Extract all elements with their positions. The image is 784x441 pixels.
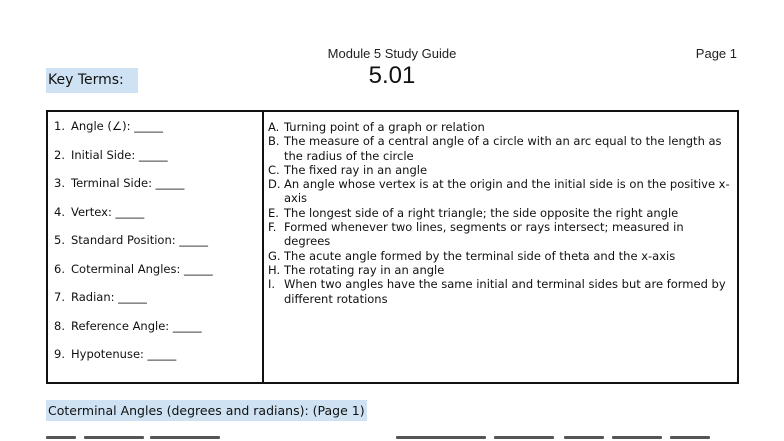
terms-table xyxy=(46,110,739,384)
definition-item: A. Turning point of a graph or relation xyxy=(268,120,485,134)
definition-item: H. The rotating ray in an angle xyxy=(268,262,445,277)
term-item: 1. Angle (∠): _____ xyxy=(54,119,163,133)
term-item: 7. Radian: _____ xyxy=(54,290,147,304)
definition-item: B. The measure of a central angle of a circle with an arc equal to the length as the radius of the circle xyxy=(268,134,722,163)
header-title: Module 5 Study Guide xyxy=(327,46,457,61)
term-item: 3. Terminal Side: _____ xyxy=(54,176,185,190)
table-divider xyxy=(262,112,264,382)
coterminal-heading: Coterminal Angles (degrees and radians): (Page 1) xyxy=(46,400,367,421)
definition-item: D. An angle whose vertex is at the origin and the initial side is on the positive x-axis xyxy=(268,177,730,206)
page-number: Page 1 xyxy=(695,46,737,61)
definitions-list xyxy=(268,120,733,306)
definition-item: C. The fixed ray in an angle xyxy=(268,162,428,177)
key-terms-heading: Key Terms: xyxy=(46,68,138,93)
term-item: 9. Hypotenuse: _____ xyxy=(54,347,177,361)
definition-item: I. When two angles have the same initial and terminal sides but are formed by different rotations xyxy=(268,277,726,306)
definition-item: E. The longest side of a right triangle; the side opposite the right angle xyxy=(268,205,679,220)
term-item: 4. Vertex: _____ xyxy=(54,205,145,219)
cutoff-text-line xyxy=(46,436,726,441)
term-item: 8. Reference Angle: _____ xyxy=(54,319,202,333)
definition-item: F. Formed whenever two lines, segments or rays intersect; measured in degrees xyxy=(268,220,684,249)
term-item: 6. Coterminal Angles: _____ xyxy=(54,262,213,276)
lesson-number: 5.01 xyxy=(368,62,416,89)
term-item: 5. Standard Position: _____ xyxy=(54,233,209,247)
term-item: 2. Initial Side: _____ xyxy=(54,148,168,162)
definition-item: G. The acute angle formed by the terminal side of theta and the x-axis xyxy=(268,248,676,263)
